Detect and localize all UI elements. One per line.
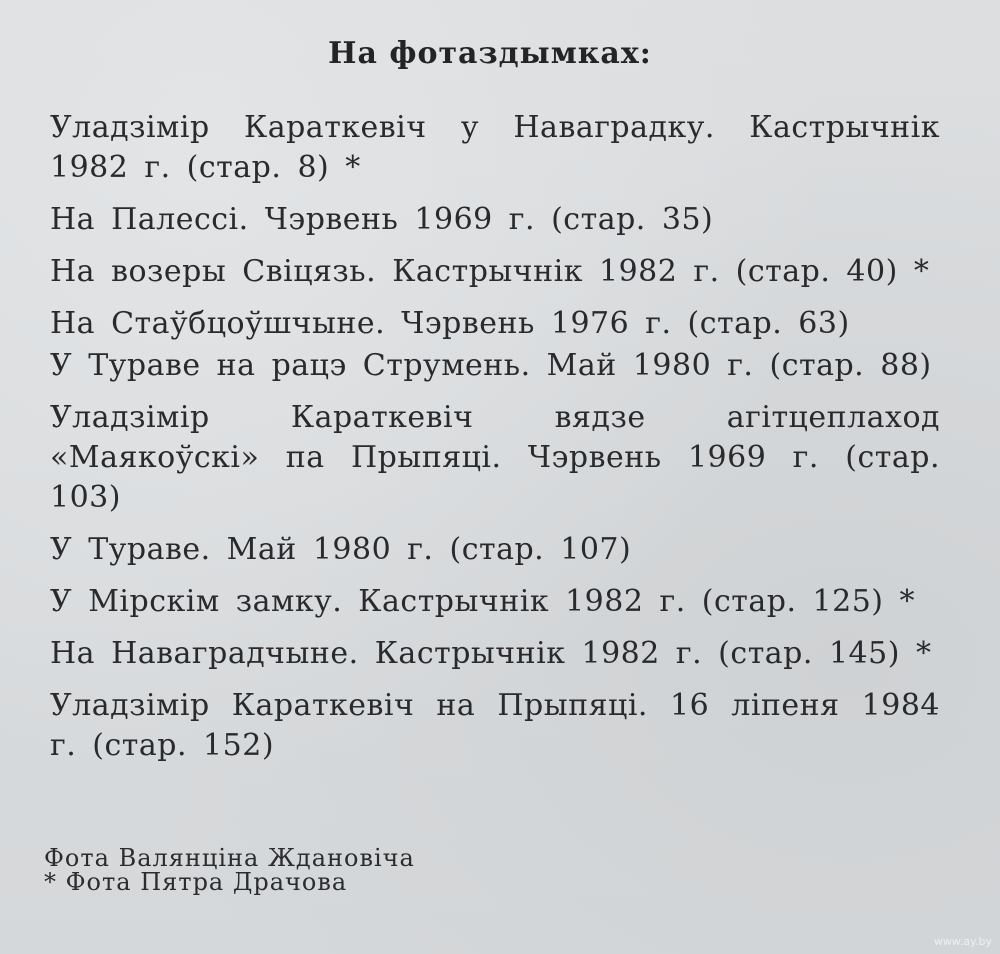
caption-entry: У Мірскім замку. Кастрычнік 1982 г. (стар. 125) * bbox=[50, 584, 916, 619]
credit-line: Фота Валянціна Ждановіча bbox=[44, 844, 415, 872]
credit-line: * Фота Пятра Драчова bbox=[44, 868, 348, 896]
photo-caption-list bbox=[50, 108, 940, 778]
photo-credits bbox=[44, 846, 415, 894]
site-watermark: www.ay.by bbox=[933, 935, 992, 948]
caption-entry: На возеры Свіцязь. Кастрычнік 1982 г. (стар. 40) * bbox=[50, 254, 930, 289]
caption-entry: На Стаўбцоўшчыне. Чэрвень 1976 г. (стар. 63) bbox=[50, 306, 850, 341]
caption-entry: На Палессі. Чэрвень 1969 г. (стар. 35) bbox=[50, 202, 714, 237]
caption-entry: Уладзімір Караткевіч у Наваградку. Кастрычнік 1982 г. (стар. 8) * bbox=[50, 110, 940, 185]
caption-entry: На Наваградчыне. Кастрычнік 1982 г. (стар. 145) * bbox=[50, 636, 932, 671]
page-heading: На фотаздымках: bbox=[328, 36, 652, 71]
caption-entry: У Тураве. Май 1980 г. (стар. 107) bbox=[50, 532, 632, 567]
caption-entry: Уладзімір Караткевіч на Прыпяці. 16 ліпеня 1984 г. (стар. 152) bbox=[50, 688, 940, 763]
caption-entry: Уладзімір Караткевіч вядзе агітцеплаход «Маякоўскі» па Прыпяці. Чэрвень 1969 г. (стар. 103) bbox=[50, 400, 940, 515]
caption-entry: У Тураве на рацэ Струмень. Май 1980 г. (стар. 88) bbox=[50, 348, 932, 383]
